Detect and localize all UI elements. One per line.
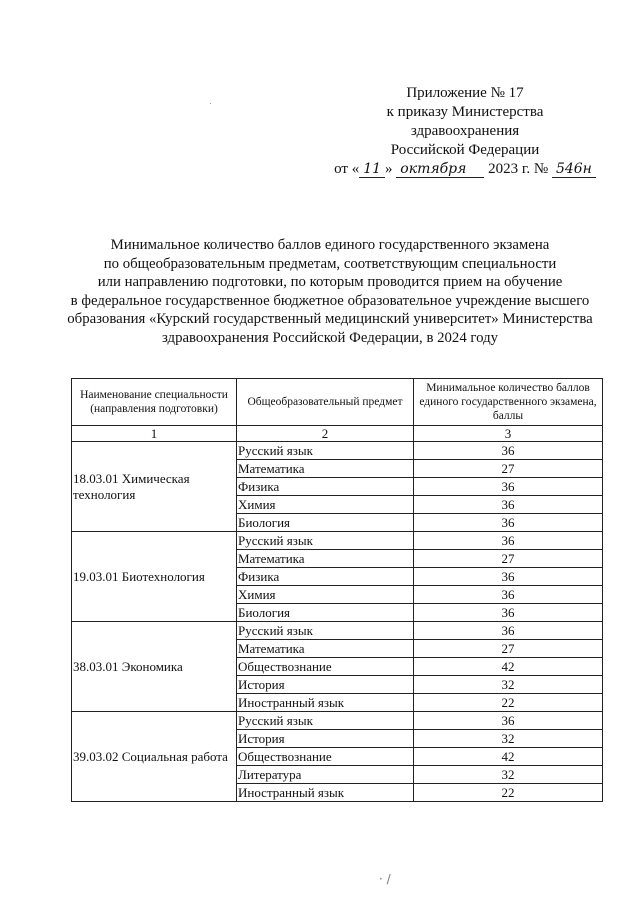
annex-date-line — [330, 160, 600, 179]
table-row — [72, 532, 603, 550]
score-cell: 27 — [414, 460, 603, 478]
subject-cell: История — [237, 730, 414, 748]
annex-block — [330, 84, 600, 179]
score-cell: 36 — [414, 496, 603, 514]
annex-ministry: здравоохранения — [410, 123, 520, 139]
order-number: 546н — [552, 161, 596, 178]
subject-cell: Химия — [237, 586, 414, 604]
table-row — [72, 622, 603, 640]
score-cell: 36 — [414, 514, 603, 532]
subject-cell: Физика — [237, 568, 414, 586]
date-prefix: от « — [334, 161, 360, 177]
subject-cell: Литература — [237, 766, 414, 784]
subject-cell: Математика — [237, 550, 414, 568]
score-cell: 36 — [414, 712, 603, 730]
date-year: 2023 г. № — [488, 161, 549, 177]
specialty-cell: 39.03.02 Социальная работа — [72, 712, 237, 802]
subject-cell: Русский язык — [237, 532, 414, 550]
table-row — [72, 442, 603, 460]
column-number: 2 — [237, 426, 414, 442]
score-cell: 36 — [414, 586, 603, 604]
score-cell: 36 — [414, 604, 603, 622]
subject-cell: Обществознание — [237, 658, 414, 676]
date-day: 11 — [359, 161, 385, 178]
title-line-5: образования «Курский государственный медицинский университет» Министерства — [67, 311, 593, 328]
score-cell: 22 — [414, 694, 603, 712]
title-line-3: или направлению подготовки, по которым проводится прием на обучение — [97, 274, 563, 291]
annex-order-ref: к приказу Министерства — [386, 104, 544, 120]
title-line-6: здравоохранения Российской Федерации, в 2024 году — [161, 329, 499, 346]
title-line-4: в федеральное государственное бюджетное образовательное учреждение высшего — [70, 292, 590, 309]
table-row — [72, 712, 603, 730]
score-cell: 42 — [414, 748, 603, 766]
annex-number: Приложение № 17 — [406, 85, 524, 101]
score-cell: 32 — [414, 730, 603, 748]
score-cell: 27 — [414, 550, 603, 568]
column-number-row — [72, 426, 603, 442]
column-number: 3 — [414, 426, 603, 442]
score-cell: 32 — [414, 766, 603, 784]
specialty-cell: 19.03.01 Биотехнология — [72, 532, 237, 622]
subject-cell: Обществознание — [237, 748, 414, 766]
specialty-cell: 18.03.01 Химическая технология — [72, 442, 237, 532]
score-cell: 27 — [414, 640, 603, 658]
table-header-row — [72, 379, 603, 426]
score-cell: 36 — [414, 568, 603, 586]
score-cell: 22 — [414, 784, 603, 802]
column-number: 1 — [72, 426, 237, 442]
header-min-score: Минимальное количество баллов единого государственного экзамена, баллы — [414, 379, 603, 426]
scores-table — [71, 378, 603, 802]
subject-cell: Математика — [237, 640, 414, 658]
scan-mark: · / — [379, 872, 391, 886]
score-cell: 32 — [414, 676, 603, 694]
scan-speck — [210, 103, 211, 104]
subject-cell: Иностранный язык — [237, 694, 414, 712]
score-cell: 42 — [414, 658, 603, 676]
subject-cell: Биология — [237, 604, 414, 622]
subject-cell: Физика — [237, 478, 414, 496]
score-cell: 36 — [414, 532, 603, 550]
document-title — [60, 236, 600, 348]
subject-cell: Математика — [237, 460, 414, 478]
header-specialty: Наименование специальности (направления подготовки) — [72, 379, 237, 426]
specialty-cell: 38.03.01 Экономика — [72, 622, 237, 712]
header-subject: Общеобразовательный предмет — [237, 379, 414, 426]
annex-country: Российской Федерации — [390, 142, 540, 158]
title-line-1: Минимальное количество баллов единого государственного экзамена — [110, 237, 550, 253]
subject-cell: История — [237, 676, 414, 694]
subject-cell: Иностранный язык — [237, 784, 414, 802]
score-cell: 36 — [414, 478, 603, 496]
subject-cell: Химия — [237, 496, 414, 514]
score-cell: 36 — [414, 622, 603, 640]
date-mid: » — [385, 161, 393, 177]
score-cell: 36 — [414, 442, 603, 460]
title-line-2: по общеобразовательным предметам, соответствующим специальности — [103, 255, 557, 272]
subject-cell: Биология — [237, 514, 414, 532]
subject-cell: Русский язык — [237, 622, 414, 640]
date-month: октября — [396, 161, 484, 178]
subject-cell: Русский язык — [237, 442, 414, 460]
subject-cell: Русский язык — [237, 712, 414, 730]
